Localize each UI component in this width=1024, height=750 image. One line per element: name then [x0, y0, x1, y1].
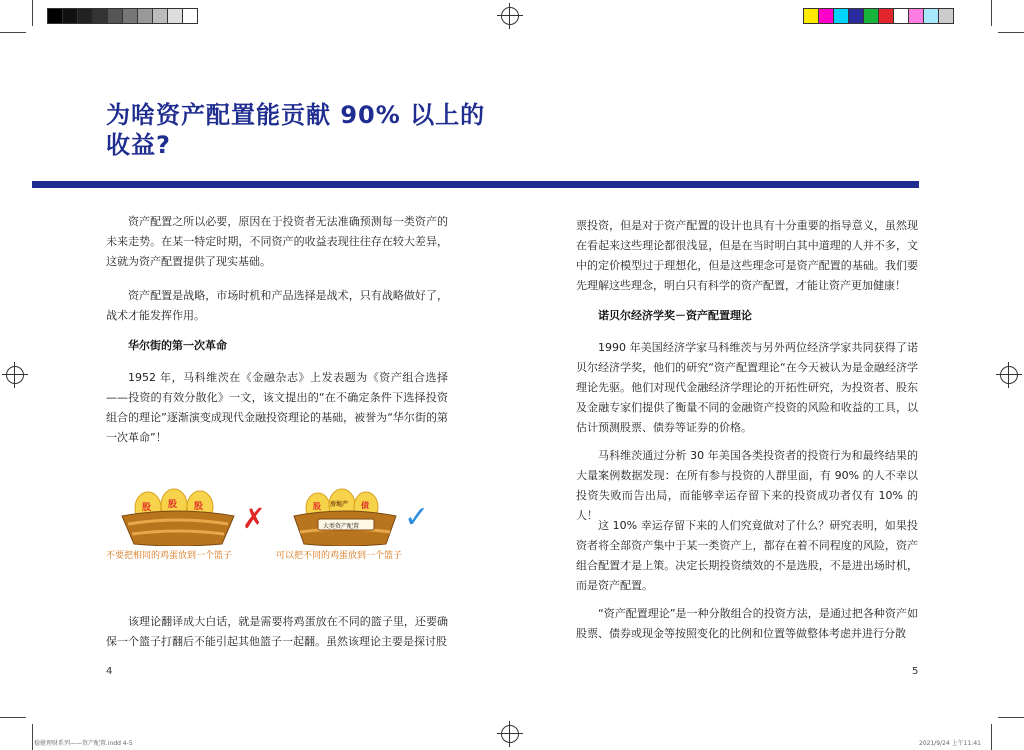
footer-file-name: 稳健理财系列——资产配置.indd 4-5 [34, 740, 133, 747]
registration-mark-right [996, 362, 1022, 388]
crop-mark [32, 0, 33, 26]
right-paragraph-2: 1990 年美国经济学家马科维茨与另外两位经济学家共同获得了诺贝尔经济学奖，他们的研究“资产配置理论“在今天被认为是金融经济学理论先驱。他们对现代金融经济学理论的开拓性研究，为投资者、股东及金融专家们提供了衡量不同的金融资产投资的风险和收益的工具，以估计预测股票、债券等证券的价格。 [576, 341, 918, 434]
basket-same-eggs-illustration [118, 488, 238, 546]
color-calibration-bar [803, 8, 954, 24]
crop-mark [991, 0, 992, 26]
egg-label-bond: 债 [361, 501, 369, 510]
egg-label: 股 [168, 500, 178, 510]
page-number-right: 5 [912, 666, 919, 677]
cross-icon: ✗ [242, 502, 266, 535]
egg-label-stock: 股 [313, 502, 321, 511]
egg-label: 股 [142, 503, 152, 513]
crop-mark [32, 724, 33, 750]
right-paragraph-4: 这 10% 幸运存留下来的人们究竟做对了什么？研究表明，如果投资者将全部资产集中于某一类资产上，都存在着不同程度的风险，资产组合配置才是上策。决定长期投资绩效的不是选股，不是进出场时机，而是资产配置。 [576, 519, 918, 592]
caption-same-eggs: 不要把相同的鸡蛋放到一个篮子 [106, 551, 233, 561]
registration-mark-top [497, 3, 523, 29]
left-paragraph-2: 资产配置是战略，市场时机和产品选择是战术，只有战略做好了，战术才能发挥作用。 [106, 289, 448, 322]
title-divider [32, 181, 919, 188]
right-paragraph-3: 马科维茨通过分析 30 年美国各类投资者的投资行为和最终结果的大量案例数据发现：在所有参与投资的人群里面，有 90% 的人不幸以投资失败而告出局，而能够幸运存留下来的投资成功者仅有 10% 的人！ [576, 449, 918, 522]
crop-mark [0, 717, 26, 718]
footer-timestamp: 2021/9/24 上午11:41 [919, 740, 981, 747]
egg-label-realestate: 房地产 [330, 501, 349, 508]
crop-mark [998, 717, 1024, 718]
section-heading-wallstreet: 华尔街的第一次革命 [128, 339, 227, 352]
right-paragraph-1: 票投资，但是对于资产配置的设计也具有十分重要的指导意义，虽然现在看起来这些理论都很浅显，但是在当时明白其中道理的人并不多，文中的定价模型过于理想化，但是这些理念可是资产配置的基础。我们要先理解这些理念，明白只有科学的资产配置，才能让资产更加健康！ [576, 219, 918, 292]
crop-mark [998, 32, 1024, 33]
registration-mark-left [2, 362, 28, 388]
section-heading-nobel: 诺贝尔经济学奖－资产配置理论 [598, 309, 752, 322]
left-paragraph-1: 资产配置之所以必要，原因在于投资者无法准确预测每一类资产的未来走势。在某一特定时期，不同资产的收益表现往往存在较大差异，这就为资产配置提供了现实基础。 [106, 215, 448, 268]
basket-label: 大类资产配置 [323, 523, 360, 530]
left-paragraph-4: 该理论翻译成大白话，就是需要将鸡蛋放在不同的篮子里，还要确保一个篮子打翻后不能引起其他篮子一起翻。虽然该理论主要是探讨股 [106, 615, 448, 648]
caption-different-eggs: 可以把不同的鸡蛋放到一个篮子 [276, 551, 403, 561]
grayscale-bar [47, 8, 198, 24]
registration-mark-bottom [497, 721, 523, 747]
egg-label: 股 [194, 502, 204, 512]
right-paragraph-5: “资产配置理论”是一种分散组合的投资方法，是通过把各种资产如股票、债券或现金等按照变化的比例和位置等做整体考虑并进行分散 [576, 607, 918, 640]
left-paragraph-3: 1952 年，马科维茨在《金融杂志》上发表题为《资产组合选择——投资的有效分散化》一文，该文提出的“在不确定条件下选择投资组合的理论”逐渐演变成现代金融投资理论的基础，被誉为“华尔街的第一次革命”！ [106, 371, 448, 444]
check-icon: ✓ [404, 500, 430, 535]
page-title: 为啥资产配置能贡献 90% 以上的收益? [106, 101, 486, 159]
page-number-left: 4 [106, 666, 113, 677]
crop-mark [991, 724, 992, 750]
basket-different-eggs-illustration [290, 488, 400, 546]
crop-mark [0, 32, 26, 33]
